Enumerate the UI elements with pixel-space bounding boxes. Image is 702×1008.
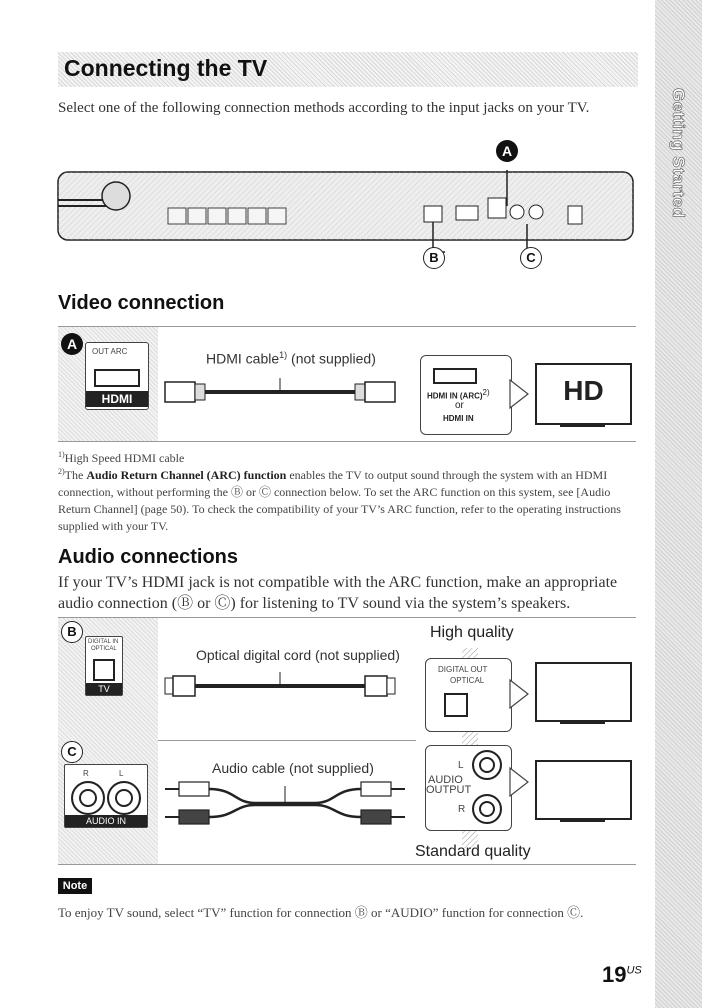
tv-illustration-analog	[535, 760, 632, 820]
video-callout-arrow	[510, 380, 530, 410]
tv-audio-output-jack: L AUDIO OUTPUT R	[425, 745, 512, 831]
optical-port-icon	[93, 659, 115, 681]
standard-quality-label: Standard quality	[415, 843, 531, 860]
audio-callout-arrow	[510, 768, 530, 798]
high-quality-label: High quality	[430, 624, 514, 641]
optical-cord-label: Optical digital cord (not supplied)	[196, 647, 400, 663]
marker-b-icon: B	[423, 247, 445, 269]
hdmi-port-icon	[94, 369, 140, 387]
audio-divider	[158, 740, 416, 741]
video-heading: Video connection	[58, 292, 225, 314]
audio-paragraph: If your TV’s HDMI jack is not compatible with the ARC function, make an appropriate audio connection (Ⓑ or Ⓒ) for listening to TV sound via the system’s speakers.	[58, 574, 618, 612]
side-tab-label: Getting Started	[669, 88, 688, 219]
marker-a-icon: A	[496, 140, 518, 162]
footnote-2: $^{2)}$The Audio Return Channel (ARC) function enables the TV to output sound through the system with an HDMI connection, without performing the Ⓑ or Ⓒ connection below. To set the ARC function on this system, see [Audio Return Channel] (page 50). To check the compatibility of your TV’s ARC function, refer to the operating instructions supplied with your TV.	[58, 467, 621, 533]
hdmi-cable-label: HDMI cable$^{1)}$ (not supplied)	[206, 350, 376, 367]
video-label-a-icon: A	[61, 333, 83, 355]
side-tab	[655, 0, 702, 1008]
audio-label-c-icon: C	[61, 741, 83, 763]
tv-illustration-optical	[535, 662, 632, 722]
optical-callout-arrow	[510, 680, 530, 710]
audio-cable-illustration	[165, 780, 405, 830]
rear-panel-illustration	[58, 140, 638, 280]
audio-label-b-icon: B	[61, 621, 83, 643]
optical-cord-illustration	[165, 672, 397, 700]
rca-l-port-icon	[107, 781, 141, 815]
tv-stand-analog	[560, 819, 605, 822]
audio-bottom-rule	[58, 864, 636, 865]
hdmi-logo: HDMI	[86, 391, 148, 407]
video-bottom-rule	[58, 441, 636, 442]
tv-hdmi-port-icon	[433, 368, 477, 384]
tv-optical-out-jack: DIGITAL OUT OPTICAL	[425, 658, 512, 732]
video-hdmi-out-jack: OUT ARC HDMI	[85, 342, 149, 410]
note-text: To enjoy TV sound, select “TV” function for connection Ⓑ or “AUDIO” function for connection Ⓒ.	[58, 905, 584, 920]
page-title: Connecting the TV	[64, 55, 268, 81]
audio-heading: Audio connections	[58, 546, 238, 568]
tv-stand	[560, 424, 605, 427]
tv-rca-r-port-icon	[472, 794, 502, 824]
tv-hdmi-in-jack: HDMI IN (ARC)$^{2)}$ or HDMI IN	[420, 355, 512, 435]
analog-audio-in-jack: R L AUDIO IN	[64, 764, 148, 828]
tv-optical-port-icon	[444, 693, 468, 717]
section-title-bar	[58, 52, 638, 87]
note-badge: Note	[58, 878, 92, 894]
audio-cable-label: Audio cable (not supplied)	[212, 760, 374, 776]
marker-c-icon: C	[520, 247, 542, 269]
page-number: $19^{US}$	[602, 962, 642, 987]
footnote-1: $^{1)}$High Speed HDMI cable	[58, 450, 185, 465]
optical-in-jack: DIGITAL IN OPTICAL TV	[85, 636, 123, 696]
tv-illustration-hd: HD	[535, 363, 632, 425]
hdmi-cable-illustration	[165, 378, 397, 408]
intro-text: Select one of the following connection methods according to the input jacks on your TV.	[58, 100, 590, 116]
tv-rca-l-port-icon	[472, 750, 502, 780]
rca-r-port-icon	[71, 781, 105, 815]
tv-stand-optical	[560, 721, 605, 724]
